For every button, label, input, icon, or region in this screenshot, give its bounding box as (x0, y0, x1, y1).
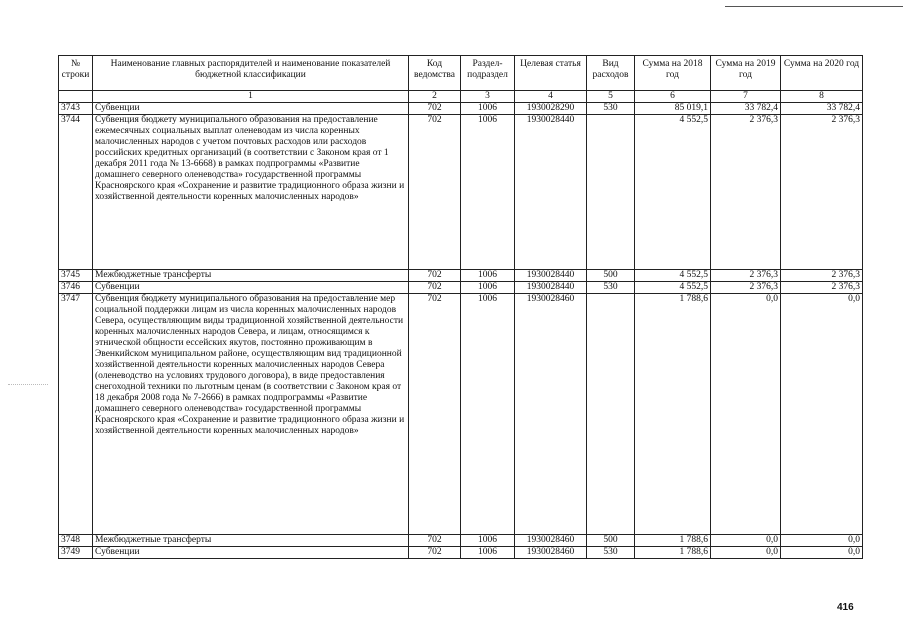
scan-artifact (8, 384, 48, 385)
row-dept-code: 702 (409, 547, 461, 559)
colnum-5: 5 (587, 91, 635, 103)
row-dept-code: 702 (409, 103, 461, 115)
colnum-7: 7 (711, 91, 781, 103)
row-target-item: 1930028460 (515, 547, 587, 559)
table-row (59, 103, 863, 115)
table-row (59, 535, 863, 547)
table-row (59, 270, 863, 282)
row-name: Субвенция бюджету муниципального образования на предоставление ежемесячных социальных выплат оленеводам из числа коренных малочисленных народов с учетом почтовых расходов или расходов российских кредитных организаций (в соответствии с Законом края от 1 декабря 2011 года № 13-6668) в рамках подпрограммы «Развитие домашнего северного оленеводства» государственной программы Красноярского края «Сохранение и развитие традиционного образа жизни и хозяйственной деятельности коренных малочисленных народов» (93, 115, 409, 270)
row-number: 3749 (59, 547, 93, 559)
row-section: 1006 (461, 270, 515, 282)
header-dept-code: Код ведомства (409, 56, 461, 91)
row-sum-2018: 4 552,5 (635, 115, 711, 270)
table-row (59, 294, 863, 535)
row-target-item: 1930028290 (515, 103, 587, 115)
row-expense-type: 500 (587, 535, 635, 547)
row-sum-2018: 85 019,1 (635, 103, 711, 115)
colnum-1: 1 (93, 91, 409, 103)
table-row (59, 115, 863, 270)
row-dept-code: 702 (409, 535, 461, 547)
row-sum-2018: 4 552,5 (635, 282, 711, 294)
row-sum-2020: 0,0 (781, 547, 863, 559)
colnum-0 (59, 91, 93, 103)
row-section: 1006 (461, 294, 515, 535)
header-row (59, 56, 863, 91)
row-expense-type: 530 (587, 547, 635, 559)
row-sum-2019: 0,0 (711, 535, 781, 547)
row-sum-2018: 4 552,5 (635, 270, 711, 282)
row-name: Субвенция бюджету муниципального образования на предоставление мер социальной поддержки лицам из числа коренных малочисленных народов Севера, осуществляющим виды традиционной хозяйственной деятельности коренных малочисленных народов Севера, и лицам, относящимся к этнической общности ессейских якутов, постоянно проживающим в Эвенкийском муниципальном районе, осуществляющим вид традиционной хозяйственной деятельности коренных малочисленных народов Севера (оленеводство на условиях трудового договора), в виде предоставления снегоходной техники по льготным ценам (в соответствии с Законом края от 18 декабря 2008 года № 7-2666) в рамках подпрограммы «Развитие домашнего северного оленеводства» государственной программы Красноярского края «Сохранение и развитие традиционного образа жизни и хозяйственной деятельности коренных малочисленных народов» (93, 294, 409, 535)
row-target-item: 1930028460 (515, 294, 587, 535)
row-number: 3747 (59, 294, 93, 535)
row-sum-2020: 2 376,3 (781, 282, 863, 294)
row-sum-2018: 1 788,6 (635, 294, 711, 535)
row-section: 1006 (461, 282, 515, 294)
column-number-row (59, 91, 863, 103)
row-sum-2020: 2 376,3 (781, 115, 863, 270)
table-row (59, 282, 863, 294)
row-name: Субвенции (93, 547, 409, 559)
colnum-8: 8 (781, 91, 863, 103)
header-sum-2018: Сумма на 2018 год (635, 56, 711, 91)
row-number: 3746 (59, 282, 93, 294)
header-target-item: Целевая статья (515, 56, 587, 91)
colnum-6: 6 (635, 91, 711, 103)
top-rule (725, 6, 903, 7)
row-expense-type: 530 (587, 103, 635, 115)
row-target-item: 1930028460 (515, 535, 587, 547)
row-name: Субвенции (93, 103, 409, 115)
row-target-item: 1930028440 (515, 282, 587, 294)
header-name: Наименование главных распорядителей и наименование показателей бюджетной классификации (93, 56, 409, 91)
colnum-3: 3 (461, 91, 515, 103)
header-sum-2019: Сумма на 2019 год (711, 56, 781, 91)
row-section: 1006 (461, 115, 515, 270)
row-target-item: 1930028440 (515, 270, 587, 282)
row-dept-code: 702 (409, 115, 461, 270)
row-sum-2020: 0,0 (781, 294, 863, 535)
row-target-item: 1930028440 (515, 115, 587, 270)
row-number: 3748 (59, 535, 93, 547)
row-sum-2019: 0,0 (711, 547, 781, 559)
row-number: 3745 (59, 270, 93, 282)
row-dept-code: 702 (409, 282, 461, 294)
row-sum-2019: 0,0 (711, 294, 781, 535)
header-section: Раздел-подраздел (461, 56, 515, 91)
colnum-4: 4 (515, 91, 587, 103)
row-name: Межбюджетные трансферты (93, 535, 409, 547)
row-section: 1006 (461, 103, 515, 115)
row-expense-type (587, 294, 635, 535)
header-expense-type: Вид расходов (587, 56, 635, 91)
row-section: 1006 (461, 547, 515, 559)
page-number: 416 (837, 602, 854, 613)
row-sum-2019: 2 376,3 (711, 282, 781, 294)
row-sum-2019: 2 376,3 (711, 270, 781, 282)
row-sum-2019: 2 376,3 (711, 115, 781, 270)
row-sum-2020: 0,0 (781, 535, 863, 547)
row-dept-code: 702 (409, 270, 461, 282)
budget-table (58, 55, 863, 559)
row-sum-2018: 1 788,6 (635, 535, 711, 547)
row-name: Межбюджетные трансферты (93, 270, 409, 282)
header-row-number: № строки (59, 56, 93, 91)
row-name: Субвенции (93, 282, 409, 294)
row-sum-2020: 2 376,3 (781, 270, 863, 282)
colnum-2: 2 (409, 91, 461, 103)
row-sum-2020: 33 782,4 (781, 103, 863, 115)
row-sum-2019: 33 782,4 (711, 103, 781, 115)
table-row (59, 547, 863, 559)
row-number: 3744 (59, 115, 93, 270)
row-dept-code: 702 (409, 294, 461, 535)
row-number: 3743 (59, 103, 93, 115)
row-expense-type: 530 (587, 282, 635, 294)
row-expense-type: 500 (587, 270, 635, 282)
row-expense-type (587, 115, 635, 270)
row-sum-2018: 1 788,6 (635, 547, 711, 559)
row-section: 1006 (461, 535, 515, 547)
header-sum-2020: Сумма на 2020 год (781, 56, 863, 91)
